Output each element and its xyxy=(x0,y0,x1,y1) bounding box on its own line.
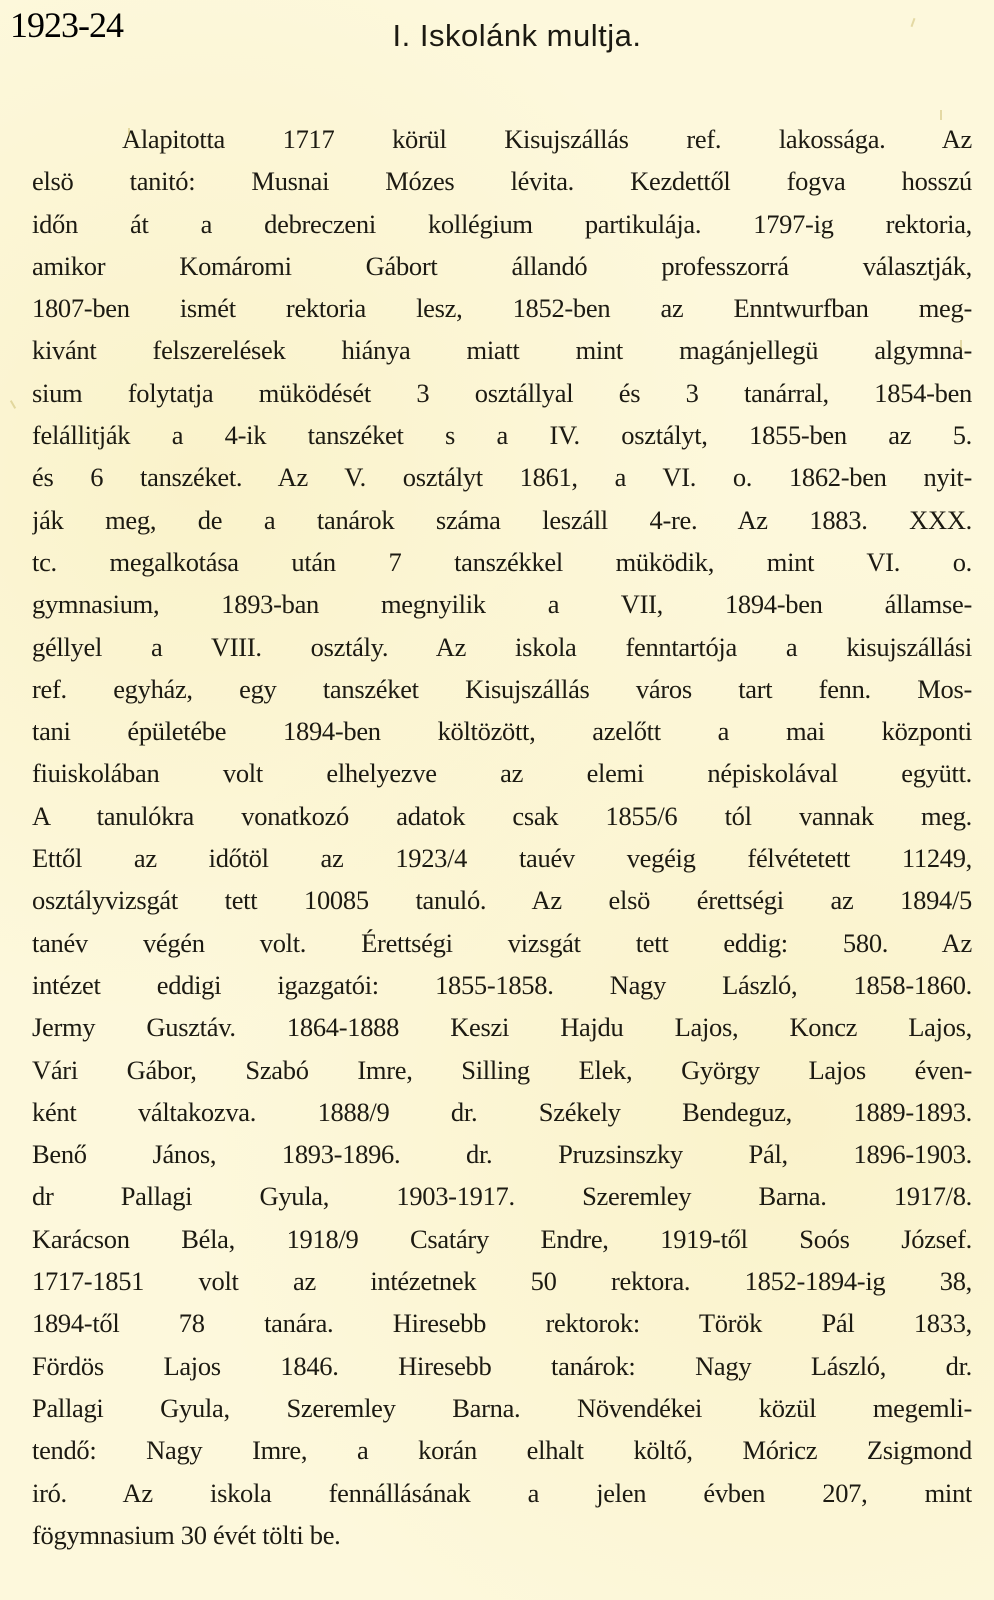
text-line-content: gymnasium, 1893-ban megnyilik a VII, 1894-ben államse- xyxy=(32,589,972,620)
text-line-content: felállitják a 4-ik tanszéket s a IV. osztályt, 1855-ben az 5. xyxy=(32,420,972,451)
section-heading: I. Iskolánk multja. xyxy=(392,18,642,53)
paper-speck xyxy=(10,400,16,409)
text-line-content: kivánt felszerelések hiánya miatt mint magánjellegü algymna- xyxy=(32,335,972,366)
text-line xyxy=(32,287,972,329)
text-line xyxy=(32,879,972,921)
text-line-content: Alapitotta 1717 körül Kisujszállás ref. lakossága. Az xyxy=(122,124,972,154)
text-line xyxy=(32,964,972,1006)
text-line-content: Benő János, 1893-1896. dr. Pruzsinszky Pál, 1896-1903. xyxy=(32,1139,972,1170)
text-line-content: géllyel a VIII. osztály. Az iskola fenntartója a kisujszállási xyxy=(32,631,972,662)
text-line xyxy=(32,541,972,583)
text-line-content: elsö tanitó: Musnai Mózes lévita. Kezdettől fogva hosszú xyxy=(32,166,972,197)
text-line-content: amikor Komáromi Gábort állandó professzorrá választják, xyxy=(32,250,972,281)
text-line-content: tanév végén volt. Érettségi vizsgát tett eddig: 580. Az xyxy=(32,927,972,958)
text-line-content: Jermy Gusztáv. 1864-1888 Keszi Hajdu Lajos, Koncz Lajos, xyxy=(32,1012,972,1043)
text-line xyxy=(32,329,972,371)
text-line xyxy=(32,1472,972,1514)
text-line xyxy=(32,1260,972,1302)
text-line xyxy=(32,1302,972,1344)
text-line xyxy=(32,1175,972,1217)
text-line xyxy=(32,456,972,498)
text-line xyxy=(32,922,972,964)
text-line-content: ják meg, de a tanárok száma leszáll 4-re. Az 1883. XXX. xyxy=(32,504,972,535)
text-line-content: Fördös Lajos 1846. Hiresebb tanárok: Nagy László, dr. xyxy=(32,1350,972,1381)
text-line xyxy=(32,710,972,752)
text-line-content: ref. egyház, egy tanszéket Kisujszállás város tart fenn. Mos- xyxy=(32,673,972,704)
text-line-content: és 6 tanszéket. Az V. osztályt 1861, a VI. o. 1862-ben nyit- xyxy=(32,462,972,493)
text-line xyxy=(32,1049,972,1091)
text-line-content: A tanulókra vonatkozó adatok csak 1855/6 tól vannak meg. xyxy=(32,800,972,831)
text-line xyxy=(32,1429,972,1471)
text-line xyxy=(32,1387,972,1429)
text-line xyxy=(32,837,972,879)
text-line-content: iró. Az iskola fennállásának a jelen évben 207, mint xyxy=(32,1477,972,1508)
year-label: 1923-24 xyxy=(10,5,123,45)
text-line xyxy=(32,203,972,245)
text-line-content: Ettől az időtöl az 1923/4 tauév vegéig félvétetett 11249, xyxy=(32,843,972,874)
text-line-content: időn át a debreczeni kollégium partikulája. 1797-ig rektoria, xyxy=(32,208,972,239)
text-line-content: Pallagi Gyula, Szeremley Barna. Növendékei közül megemli- xyxy=(32,1392,972,1423)
text-line xyxy=(32,499,972,541)
text-line-content: 1717-1851 volt az intézetnek 50 rektora. 1852-1894-ig 38, xyxy=(32,1266,972,1297)
text-line xyxy=(32,118,972,160)
text-line xyxy=(32,1006,972,1048)
text-line xyxy=(32,1514,972,1556)
paper-speck xyxy=(940,110,942,120)
page-title xyxy=(0,18,994,54)
paper-speck xyxy=(960,340,962,350)
text-line xyxy=(32,372,972,414)
text-line xyxy=(32,626,972,668)
text-line-content: 1894-től 78 tanára. Hiresebb rektorok: Török Pál 1833, xyxy=(32,1308,972,1339)
text-line xyxy=(32,414,972,456)
text-line-content: ként váltakozva. 1888/9 dr. Székely Bendeguz, 1889-1893. xyxy=(32,1096,972,1127)
text-line-content: tendő: Nagy Imre, a korán elhalt költő, Móricz Zsigmond xyxy=(32,1435,972,1466)
text-line-content: Karácson Béla, 1918/9 Csatáry Endre, 1919-től Soós József. xyxy=(32,1223,972,1254)
text-line-content: dr Pallagi Gyula, 1903-1917. Szeremley Barna. 1917/8. xyxy=(32,1181,972,1212)
text-line-content: fiuiskolában volt elhelyezve az elemi népiskolával együtt. xyxy=(32,758,972,789)
text-line xyxy=(32,160,972,202)
text-line xyxy=(32,752,972,794)
text-line-content: sium folytatja müködését 3 osztállyal és 3 tanárral, 1854-ben xyxy=(32,377,972,408)
text-line xyxy=(32,583,972,625)
text-line-content: 1807-ben ismét rektoria lesz, 1852-ben az Enntwurfban meg- xyxy=(32,293,972,324)
text-line-content: osztályvizsgát tett 10085 tanuló. Az elsö érettségi az 1894/5 xyxy=(32,885,972,916)
text-line-content: Vári Gábor, Szabó Imre, Silling Elek, György Lajos éven- xyxy=(32,1054,972,1085)
body-paragraph xyxy=(32,118,972,1556)
text-line-content: intézet eddigi igazgatói: 1855-1858. Nagy László, 1858-1860. xyxy=(32,969,972,1000)
text-line-content: tc. megalkotása után 7 tanszékkel müködik, mint VI. o. xyxy=(32,546,972,577)
text-line xyxy=(32,245,972,287)
text-line-content: tani épületébe 1894-ben költözött, azelőtt a mai központi xyxy=(32,716,972,747)
text-line xyxy=(32,795,972,837)
text-line xyxy=(32,1345,972,1387)
text-line xyxy=(32,1133,972,1175)
text-line-content: fögymnasium 30 évét tölti be. xyxy=(32,1519,341,1550)
text-line xyxy=(32,668,972,710)
text-line xyxy=(32,1218,972,1260)
text-line xyxy=(32,1091,972,1133)
paper-speck xyxy=(128,128,130,136)
